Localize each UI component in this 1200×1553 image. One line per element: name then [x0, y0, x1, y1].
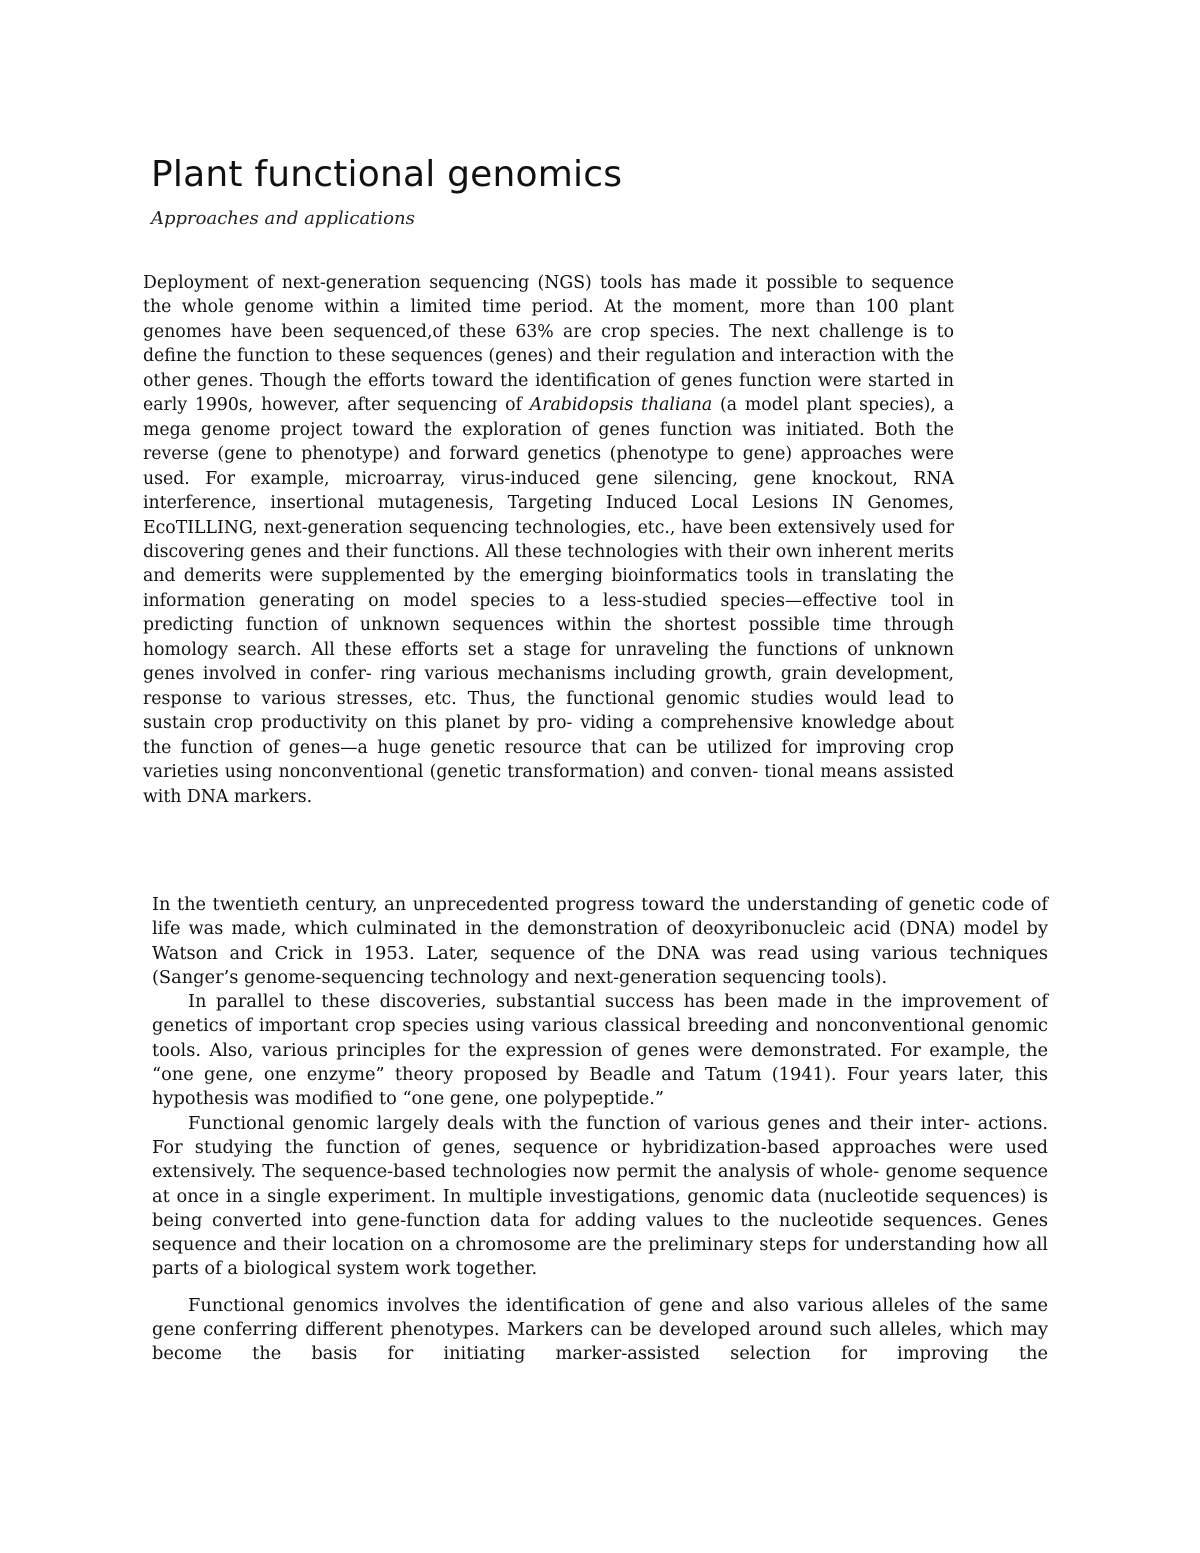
- body-paragraph-4: Functional genomics involves the identification of gene and also various alleles of the same gene conferring different phenotypes. Markers can be developed around such alleles, which may become the basis for initiating marker-assisted selection for improving the: [152, 1294, 1048, 1365]
- abstract-text-part-1: Deployment of next-generation sequencing (NGS) tools has made it possible to sequence the whole genome within a limited time period. At the moment, more than 100 plant genomes have been sequenced,of these 63% are crop species. The next challenge is to define the function to these sequences (genes) and their regulation and interaction with the other genes. Though the efforts toward the identification of genes function were started in early 1990s, however, after sequencing of: [143, 273, 954, 416]
- abstract-paragraph: [143, 271, 954, 809]
- page-subtitle: Approaches and applications: [151, 208, 415, 229]
- abstract-species-name: Arabidopsis thaliana: [529, 395, 713, 416]
- page-title: Plant functional genomics: [151, 154, 623, 195]
- body-text: [152, 893, 1048, 1367]
- body-paragraph-3: Functional genomic largely deals with the function of various genes and their inter- actions. For studying the function of genes, sequence or hybridization-based approaches were used extensively. The sequence-based technologies now permit the analysis of whole- genome sequence at once in a single experiment. In multiple investigations, genomic data (nucleotide sequences) is being converted into gene-function data for adding values to the nucleotide sequences. Genes sequence and their location on a chromosome are the preliminary steps for understanding how all parts of a biological system work together.: [152, 1112, 1048, 1280]
- abstract-text-part-2: (a model plant species), a mega genome project toward the exploration of genes function was initiated. Both the reverse (gene to phenotype) and forward genetics (phenotype to gene) approaches were used. For example, microarray, virus-induced gene silencing, gene knockout, RNA interference, insertional mutagenesis, Targeting Induced Local Lesions IN Genomes, EcoTILLING, next-generation sequencing technologies, etc., have been extensively used for discovering genes and their functions. All these technologies with their own inherent merits and demerits were supplemented by the emerging bioinformatics tools in translating the information generating on model species to a less-studied species—effective tool in predicting function of unknown sequences within the shortest possible time through homology search. All these efforts set a stage for unraveling the functions of unknown genes involved in confer- ring various mechanisms including growth, grain development, response to various stresses, etc. Thus, the functional genomic studies would lead to sustain crop productivity on this planet by pro- viding a comprehensive knowledge about the function of genes—a huge genetic resource that can be utilized for improving crop varieties using nonconventional (genetic transformation) and conven- tional means assisted with DNA markers.: [143, 395, 954, 807]
- body-paragraph-2: In parallel to these discoveries, substantial success has been made in the improvement of genetics of important crop species using various classical breeding and nonconventional genomic tools. Also, various principles for the expression of genes were demonstrated. For example, the “one gene, one enzyme” theory proposed by Beadle and Tatum (1941). Four years later, this hypothesis was modified to “one gene, one polypeptide.”: [152, 991, 1048, 1110]
- body-paragraph-1: In the twentieth century, an unprecedented progress toward the understanding of genetic code of life was made, which culminated in the demonstration of deoxyribonucleic acid (DNA) model by Watson and Crick in 1953. Later, sequence of the DNA was read using various techniques (Sanger’s genome-sequencing technology and next-generation sequencing tools).: [152, 894, 1048, 988]
